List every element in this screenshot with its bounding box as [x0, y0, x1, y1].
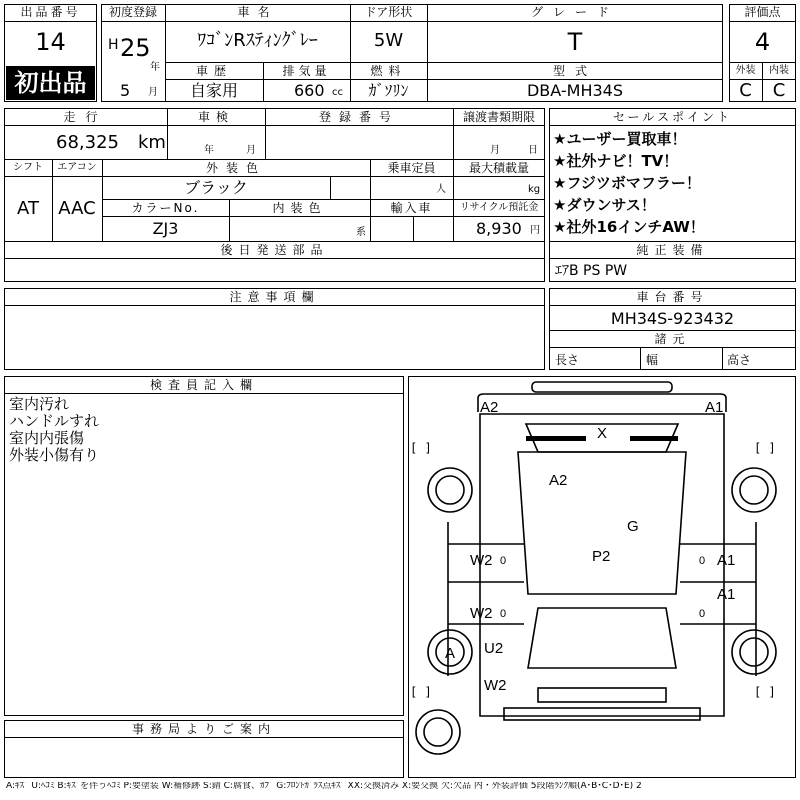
displacement-value: 660 [294, 81, 325, 100]
ac-value: AAC [58, 198, 96, 219]
transfer-day-unit: 日 [528, 145, 538, 156]
color-value: ブラック [184, 178, 248, 197]
damage-mark: W2 [470, 552, 493, 569]
inspection-year-unit: 年 [204, 145, 214, 156]
damage-mark: A2 [549, 472, 568, 489]
bracket-mark: [ ] [754, 441, 776, 455]
front-bumper [532, 382, 672, 392]
later-parts-label: 後日発送部品 [220, 243, 329, 257]
width-label: 幅 [646, 353, 659, 367]
load-label: 最大積載量 [468, 161, 529, 175]
dimensions-label: 諸元 [654, 332, 691, 346]
equipment-label: 純正装備 [636, 243, 709, 257]
spare-tire [424, 718, 452, 746]
lot-label: 出品番号 [20, 5, 81, 19]
reg-year: 25 [120, 34, 151, 62]
damage-mark: X [597, 425, 608, 442]
color-no-value: ZJ3 [152, 219, 179, 238]
body-outline [480, 414, 724, 716]
score-value: 4 [754, 28, 771, 56]
mileage-value: 68,325 [56, 132, 119, 153]
zero-mark: 0 [699, 555, 706, 567]
roof [518, 452, 686, 594]
damage-mark: A1 [705, 399, 724, 416]
wheel-front-left [428, 468, 472, 512]
inspection-month-unit: 月 [246, 145, 256, 156]
wheel-front-left [436, 476, 464, 504]
chassis-label: 車台番号 [636, 290, 709, 304]
recycle-value: 8,930 [476, 219, 522, 238]
sales-point-item: ★社外16インチAW！ [553, 218, 705, 236]
zero-mark: 0 [699, 608, 706, 620]
carname-label: 車名 [237, 5, 278, 19]
car-diagram [408, 376, 796, 778]
grade-value: T [567, 28, 583, 56]
history-label: 車歴 [195, 64, 232, 78]
first-listing-badge: 初出品 [6, 66, 95, 100]
reg-era: H [108, 37, 119, 53]
inspector-line: 室内汚れ [9, 395, 70, 413]
wheel-rear-right [732, 630, 776, 674]
door-value: 5W [373, 30, 404, 51]
damage-mark: A2 [480, 399, 499, 416]
footer-legend: A:ｷｽﾞ U:ﾍｺﾐ B:ｷｽﾞを伴うﾍｺﾐ P:要塗装 W:補修跡 S:錆 C:腐食、ｶﾌﾞ G:ﾌﾛﾝﾄｶﾞﾗｽ点ｷｽﾞ XX:交換済み X:要交換 欠:欠品 内・外装評価 5段階ﾗﾝｸ順(A･B･C･D･E) 2 [6, 782, 642, 791]
office-label: 事務局よりご案内 [131, 722, 276, 736]
fuel-label: 燃料 [370, 64, 407, 78]
history-value: 自家用 [189, 81, 238, 100]
shift-label: シフト [13, 162, 43, 173]
model-value: DBA-MH34S [526, 81, 623, 100]
exterior-grade: C [739, 80, 752, 101]
wiper-right [630, 436, 678, 441]
inspection-label: 車検 [197, 110, 234, 124]
displacement-label: 排気量 [282, 64, 331, 78]
height-label: 高さ [727, 353, 752, 367]
interior-grade: C [772, 80, 786, 101]
spare-tire [416, 710, 460, 754]
equipment-value: ｴｱB PS PW [555, 263, 628, 279]
sales-point-item: ★フジツボマフラー！ [553, 174, 701, 192]
notes-label: 注意事項欄 [229, 290, 320, 304]
damage-mark: A1 [717, 586, 736, 603]
model-label: 型式 [552, 64, 597, 78]
inspector-line: ハンドルすれ [9, 412, 100, 430]
lot-number: 14 [35, 28, 66, 56]
zero-mark: 0 [500, 608, 507, 620]
transfer-label: 譲渡書類期限 [462, 110, 535, 124]
damage-mark: U2 [484, 640, 504, 657]
wheel-rear-right [740, 638, 768, 666]
load-unit: kg [528, 184, 541, 195]
recycle-label: リサイクル預託金 [459, 202, 539, 213]
sales-point-item: ★ユーザー買取車！ [553, 130, 687, 148]
zero-mark: 0 [500, 555, 507, 567]
mileage-label: 走行 [63, 110, 108, 124]
sales-point-item: ★社外ナビ！TV！ [553, 152, 679, 170]
damage-mark: W2 [484, 677, 507, 694]
bracket-mark: [ ] [410, 685, 432, 699]
wheel-front-right [740, 476, 768, 504]
recycle-unit: 円 [530, 225, 540, 236]
displacement-unit: cc [332, 87, 343, 98]
damage-mark: W2 [470, 605, 493, 622]
interior-label: 内装 [769, 65, 789, 76]
chassis-value: MH34S-923432 [610, 309, 735, 328]
damage-mark: G [627, 518, 639, 535]
shift-value: AT [17, 198, 39, 219]
damage-mark: A1 [717, 552, 736, 569]
sales-point-item: ★ダウンサス！ [553, 196, 656, 214]
inspector-label: 検査員記入欄 [149, 378, 258, 392]
transfer-month-unit: 月 [490, 145, 500, 156]
rear-window [528, 608, 676, 668]
wheel-front-right [732, 468, 776, 512]
score-label: 評価点 [744, 5, 781, 19]
reg-month: 5 [120, 81, 131, 100]
ac-label: エアコン [57, 162, 97, 173]
rear-gate [538, 688, 666, 702]
carname: ﾜｺﾞﾝRｽﾃｨﾝｸﾞﾚｰ [197, 30, 318, 51]
door-label: ドア形状 [364, 5, 413, 19]
reg-label: 初度登録 [108, 5, 157, 19]
rear-bumper [504, 708, 700, 720]
color-label: 外装色 [205, 161, 266, 175]
wiper-left [526, 436, 586, 441]
import-label: 輸入車 [390, 201, 433, 215]
length-label: 長さ [555, 353, 580, 367]
mileage-unit: km [138, 132, 166, 153]
capacity-label: 乗車定員 [387, 161, 436, 175]
color-no-label: カラーNo. [131, 201, 200, 215]
fuel-value: ｶﾞｿﾘﾝ [368, 81, 409, 100]
bracket-mark: [ ] [754, 685, 776, 699]
reg-year-unit: 年 [150, 62, 160, 73]
exterior-label: 外装 [735, 65, 756, 76]
regno-label: 登録番号 [318, 110, 399, 124]
interior-color-unit: 系 [356, 227, 366, 238]
grade-label: グレード [530, 5, 619, 19]
interior-color-label: 内装色 [272, 201, 327, 215]
damage-mark: A [445, 645, 456, 662]
bracket-mark: [ ] [410, 441, 432, 455]
damage-mark: P2 [592, 548, 611, 565]
inspector-line: 室内内張傷 [9, 429, 85, 447]
hood [478, 394, 726, 412]
capacity-unit: 人 [436, 184, 446, 195]
inspector-line: 外装小傷有り [9, 446, 100, 464]
reg-month-unit: 月 [148, 87, 158, 98]
sales-points-label: セールスポイント [613, 110, 732, 124]
